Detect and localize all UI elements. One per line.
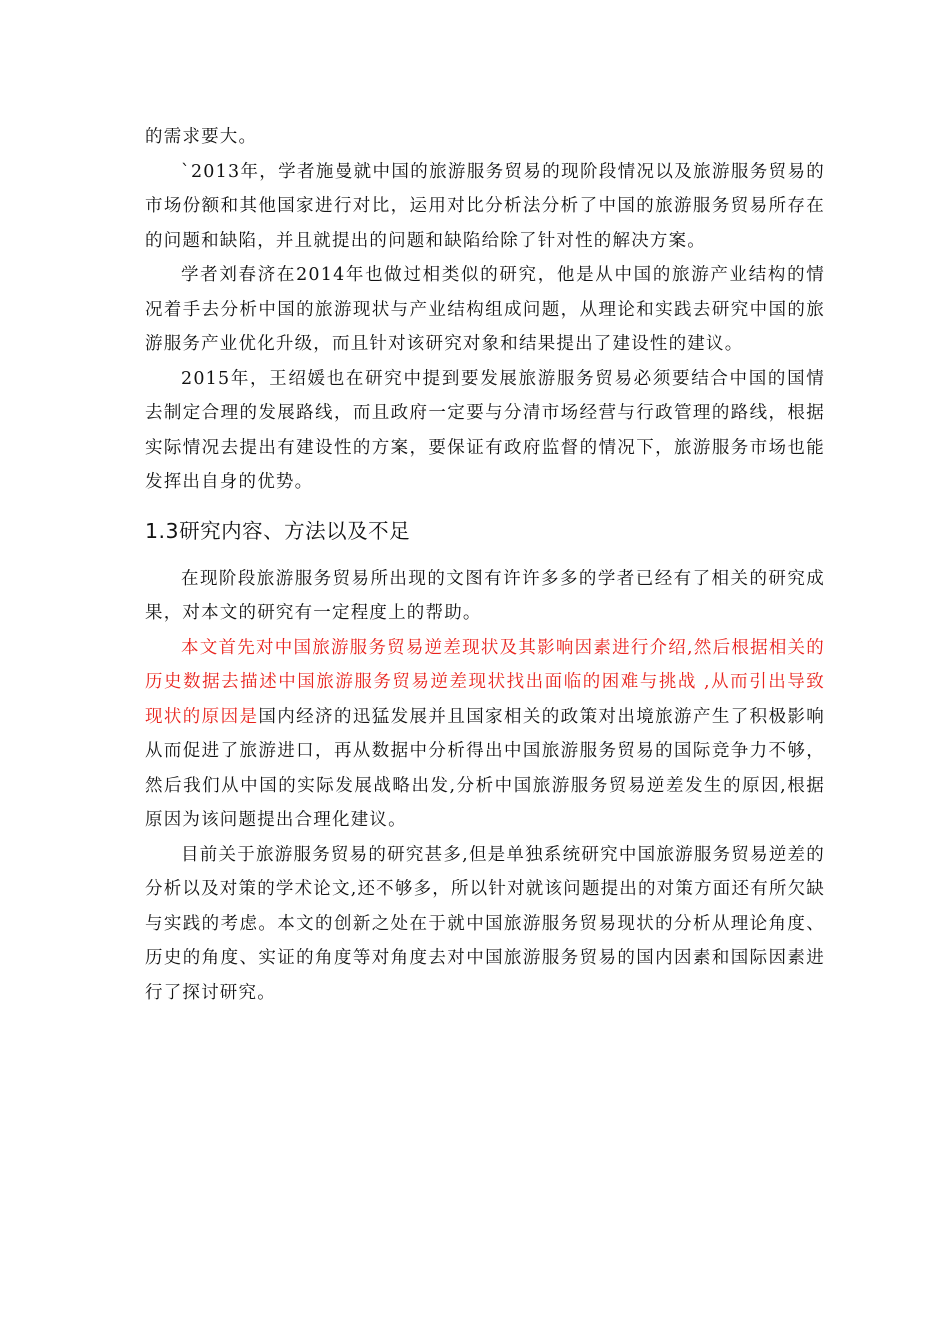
page-body	[145, 120, 825, 1010]
paragraph-liu-2014: 学者刘春济在2014年也做过相类似的研究，他是从中国的旅游产业结构的情况着手去分析中国的旅游现状与产业结构组成问题，从理论和实践去研究中国的旅游服务产业优化升级，而且针对该研究对象和结果提出了建设性的建议。	[145, 265, 825, 354]
paragraph-wang-2015: 2015年，王绍媛也在研究中提到要发展旅游服务贸易必须要结合中国的国情去制定合理的发展路线，而且政府一定要与分清市场经营与行政管理的路线，根据实际情况去提出有建设性的方案，要保证有政府监督的情况下，旅游服务市场也能发挥出自身的优势。	[145, 368, 825, 492]
paragraph-shiman-2013: `2013年，学者施曼就中国的旅游服务贸易的现阶段情况以及旅游服务贸易的市场份额和其他国家进行对比，运用对比分析法分析了中国的旅游服务贸易所存在的问题和缺陷，并且就提出的问题和缺陷给除了针对性的解决方案。	[145, 161, 825, 251]
paragraph-paper-outline	[145, 631, 825, 838]
paragraph-current-research: 在现阶段旅游服务贸易所出现的文图有许许多多的学者已经有了相关的研究成果，对本文的研究有一定程度上的帮助。	[145, 568, 825, 623]
section-heading: 1.3研究内容、方法以及不足	[145, 518, 411, 543]
paragraph-innovation: 目前关于旅游服务贸易的研究甚多,但是单独系统研究中国旅游服务贸易逆差的分析以及对策的学术论文,还不够多，所以针对就该问题提出的对策方面还有所欠缺与实践的考虑。本文的创新之处在于就中国旅游服务贸易现状的分析从理论角度、历史的角度、实证的角度等对角度去对中国旅游服务贸易的国内因素和国际因素进行了探讨研究。	[145, 844, 825, 1003]
paragraph-continuation: 的需求要大。	[145, 127, 258, 147]
highlighted-text: 本文首先对中国旅游服务贸易逆差现状及其影响因素进行介绍,然后根据相关的历史数据去描述中国旅游服务贸易逆差现状找出面临的困难与挑战 ,从而引出导致现状的原因是	[145, 637, 825, 727]
paragraph-outline-rest: 国内经济的迅猛发展并且国家相关的政策对出境旅游产生了积极影响从而促进了旅游进口，再从数据中分析得出中国旅游服务贸易的国际竞争力不够，然后我们从中国的实际发展战略出发,分析中国旅游服务贸易逆差发生的原因,根据原因为该问题提出合理化建议。	[145, 706, 826, 830]
